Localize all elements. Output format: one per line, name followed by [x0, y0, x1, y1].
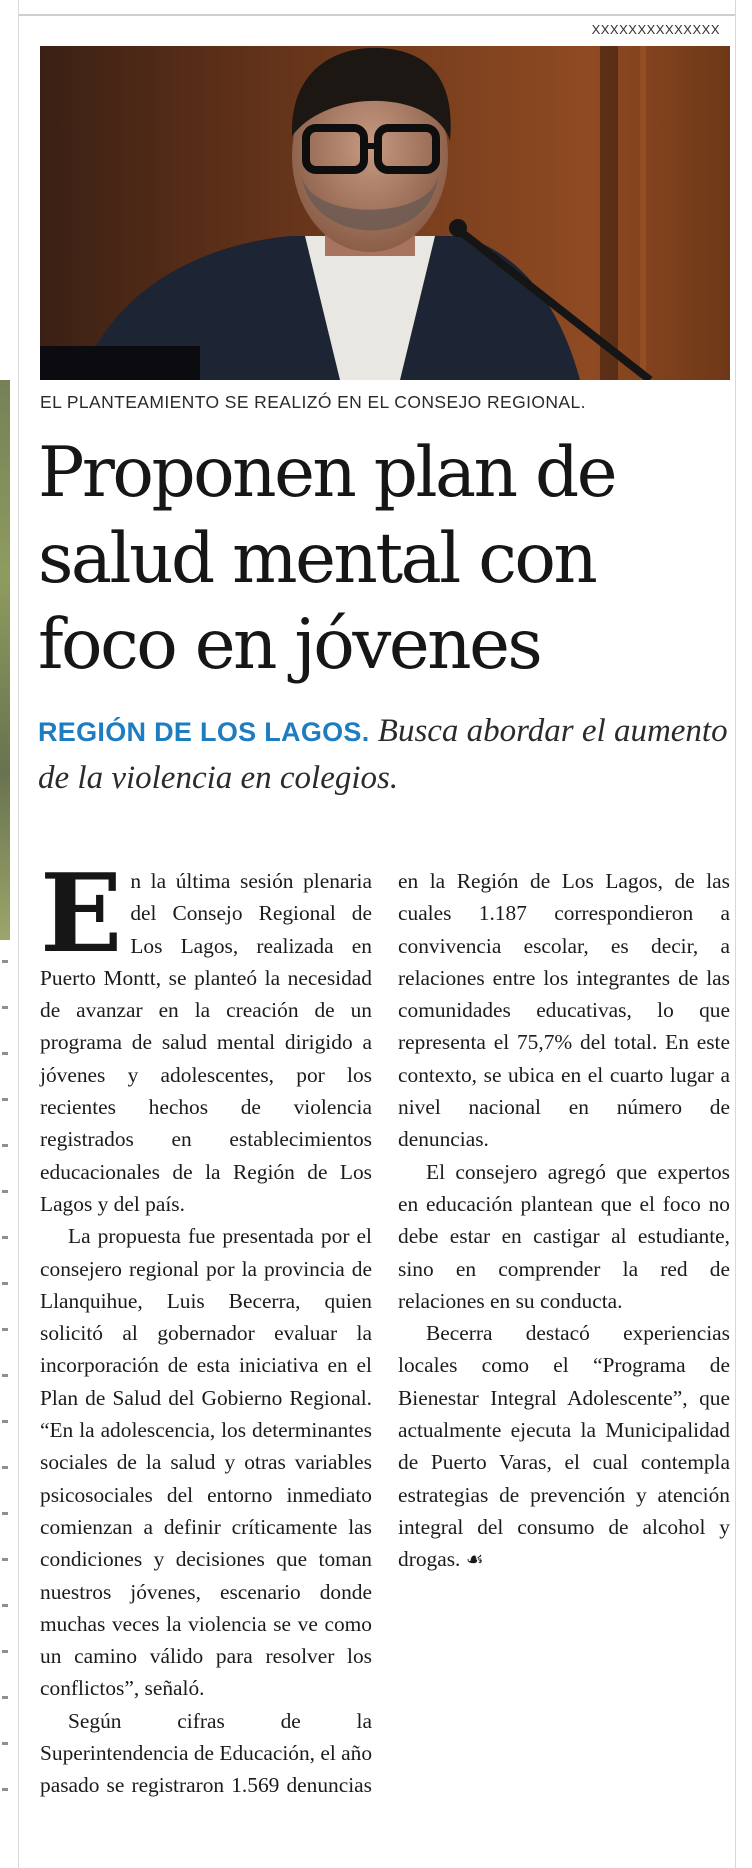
article-deck: [38, 708, 738, 801]
end-mark-icon: ☙: [465, 1549, 484, 1572]
top-rule: [19, 14, 735, 16]
paragraph-1-text: n la última sesión plenaria del Consejo Regional de Los Lagos, realizada en Puerto Montt, se planteó la necesidad de avanzar en la creación de un programa de salud mental dirigido a jóvenes y adolescentes, por los recientes hechos de violencia registrados en establecimientos educacionales de la Región de Los Lagos y del país.: [40, 869, 372, 1216]
adjacent-photo-edge: [0, 380, 10, 940]
body-paragraph-5: [398, 1317, 730, 1576]
article-body: [40, 851, 730, 1825]
body-paragraph-4: El consejero agregó que expertos en educación plantean que el foco no debe estar en castigar al estudiante, sino en comprender la red de relaciones en su conducta.: [398, 1159, 730, 1313]
drop-cap: E: [40, 851, 123, 977]
body-paragraph-3: Según cifras de la Superintendencia de Educación, el año pasado se registraron 1.569 denuncias en la Región de Los Lagos, de las cuales 1.187 correspondieron a convivencia escolar, es decir, a relaciones entre los integrantes de las comunidades educativas, lo que representa el 75,7% del total. En este contexto, se ubica en el cuarto lugar a nivel nacional en número de denuncias.: [40, 869, 730, 1798]
paragraph-5-text: Becerra destacó experiencias locales como el “Programa de Bienestar Integral Adolescente”, que actualmente ejecuta la Municipalidad de Puerto Varas, el cual contempla estrategias de prevención y atención integral del consumo de alcohol y drogas.: [398, 1321, 730, 1572]
photo-caption: EL PLANTEAMIENTO SE REALIZÓ EN EL CONSEJO REGIONAL.: [40, 392, 586, 412]
body-paragraph-2: La propuesta fue presentada por el consejero regional por la provincia de Llanquihue, Luis Becerra, quien solicitó al gobernador evaluar la incorporación de esta iniciativa en el Plan de Salud del Gobierno Regional. “En la adolescencia, los determinantes sociales de la salud y otras variables psicosociales del entorno inmediato comienzan a definir críticamente las condiciones y decisiones que toman nuestros jóvenes, escenario donde muchas veces la violencia se ve como un camino válido para resolver los conflictos”, señaló.: [40, 1224, 372, 1701]
section-code: XXXXXXXXXXXXXX: [591, 22, 720, 37]
article-summary: Busca abordar el aumento de la violencia en colegios.: [38, 713, 728, 796]
region-kicker: REGIÓN DE LOS LAGOS.: [38, 717, 370, 747]
article-photo: [40, 46, 730, 380]
speaker-illustration: [40, 46, 730, 380]
article-headline: Proponen plan de salud mental con foco en jóvenes: [38, 433, 616, 685]
adjacent-column-edge: [2, 960, 8, 1800]
body-paragraph-1: [40, 851, 372, 1220]
